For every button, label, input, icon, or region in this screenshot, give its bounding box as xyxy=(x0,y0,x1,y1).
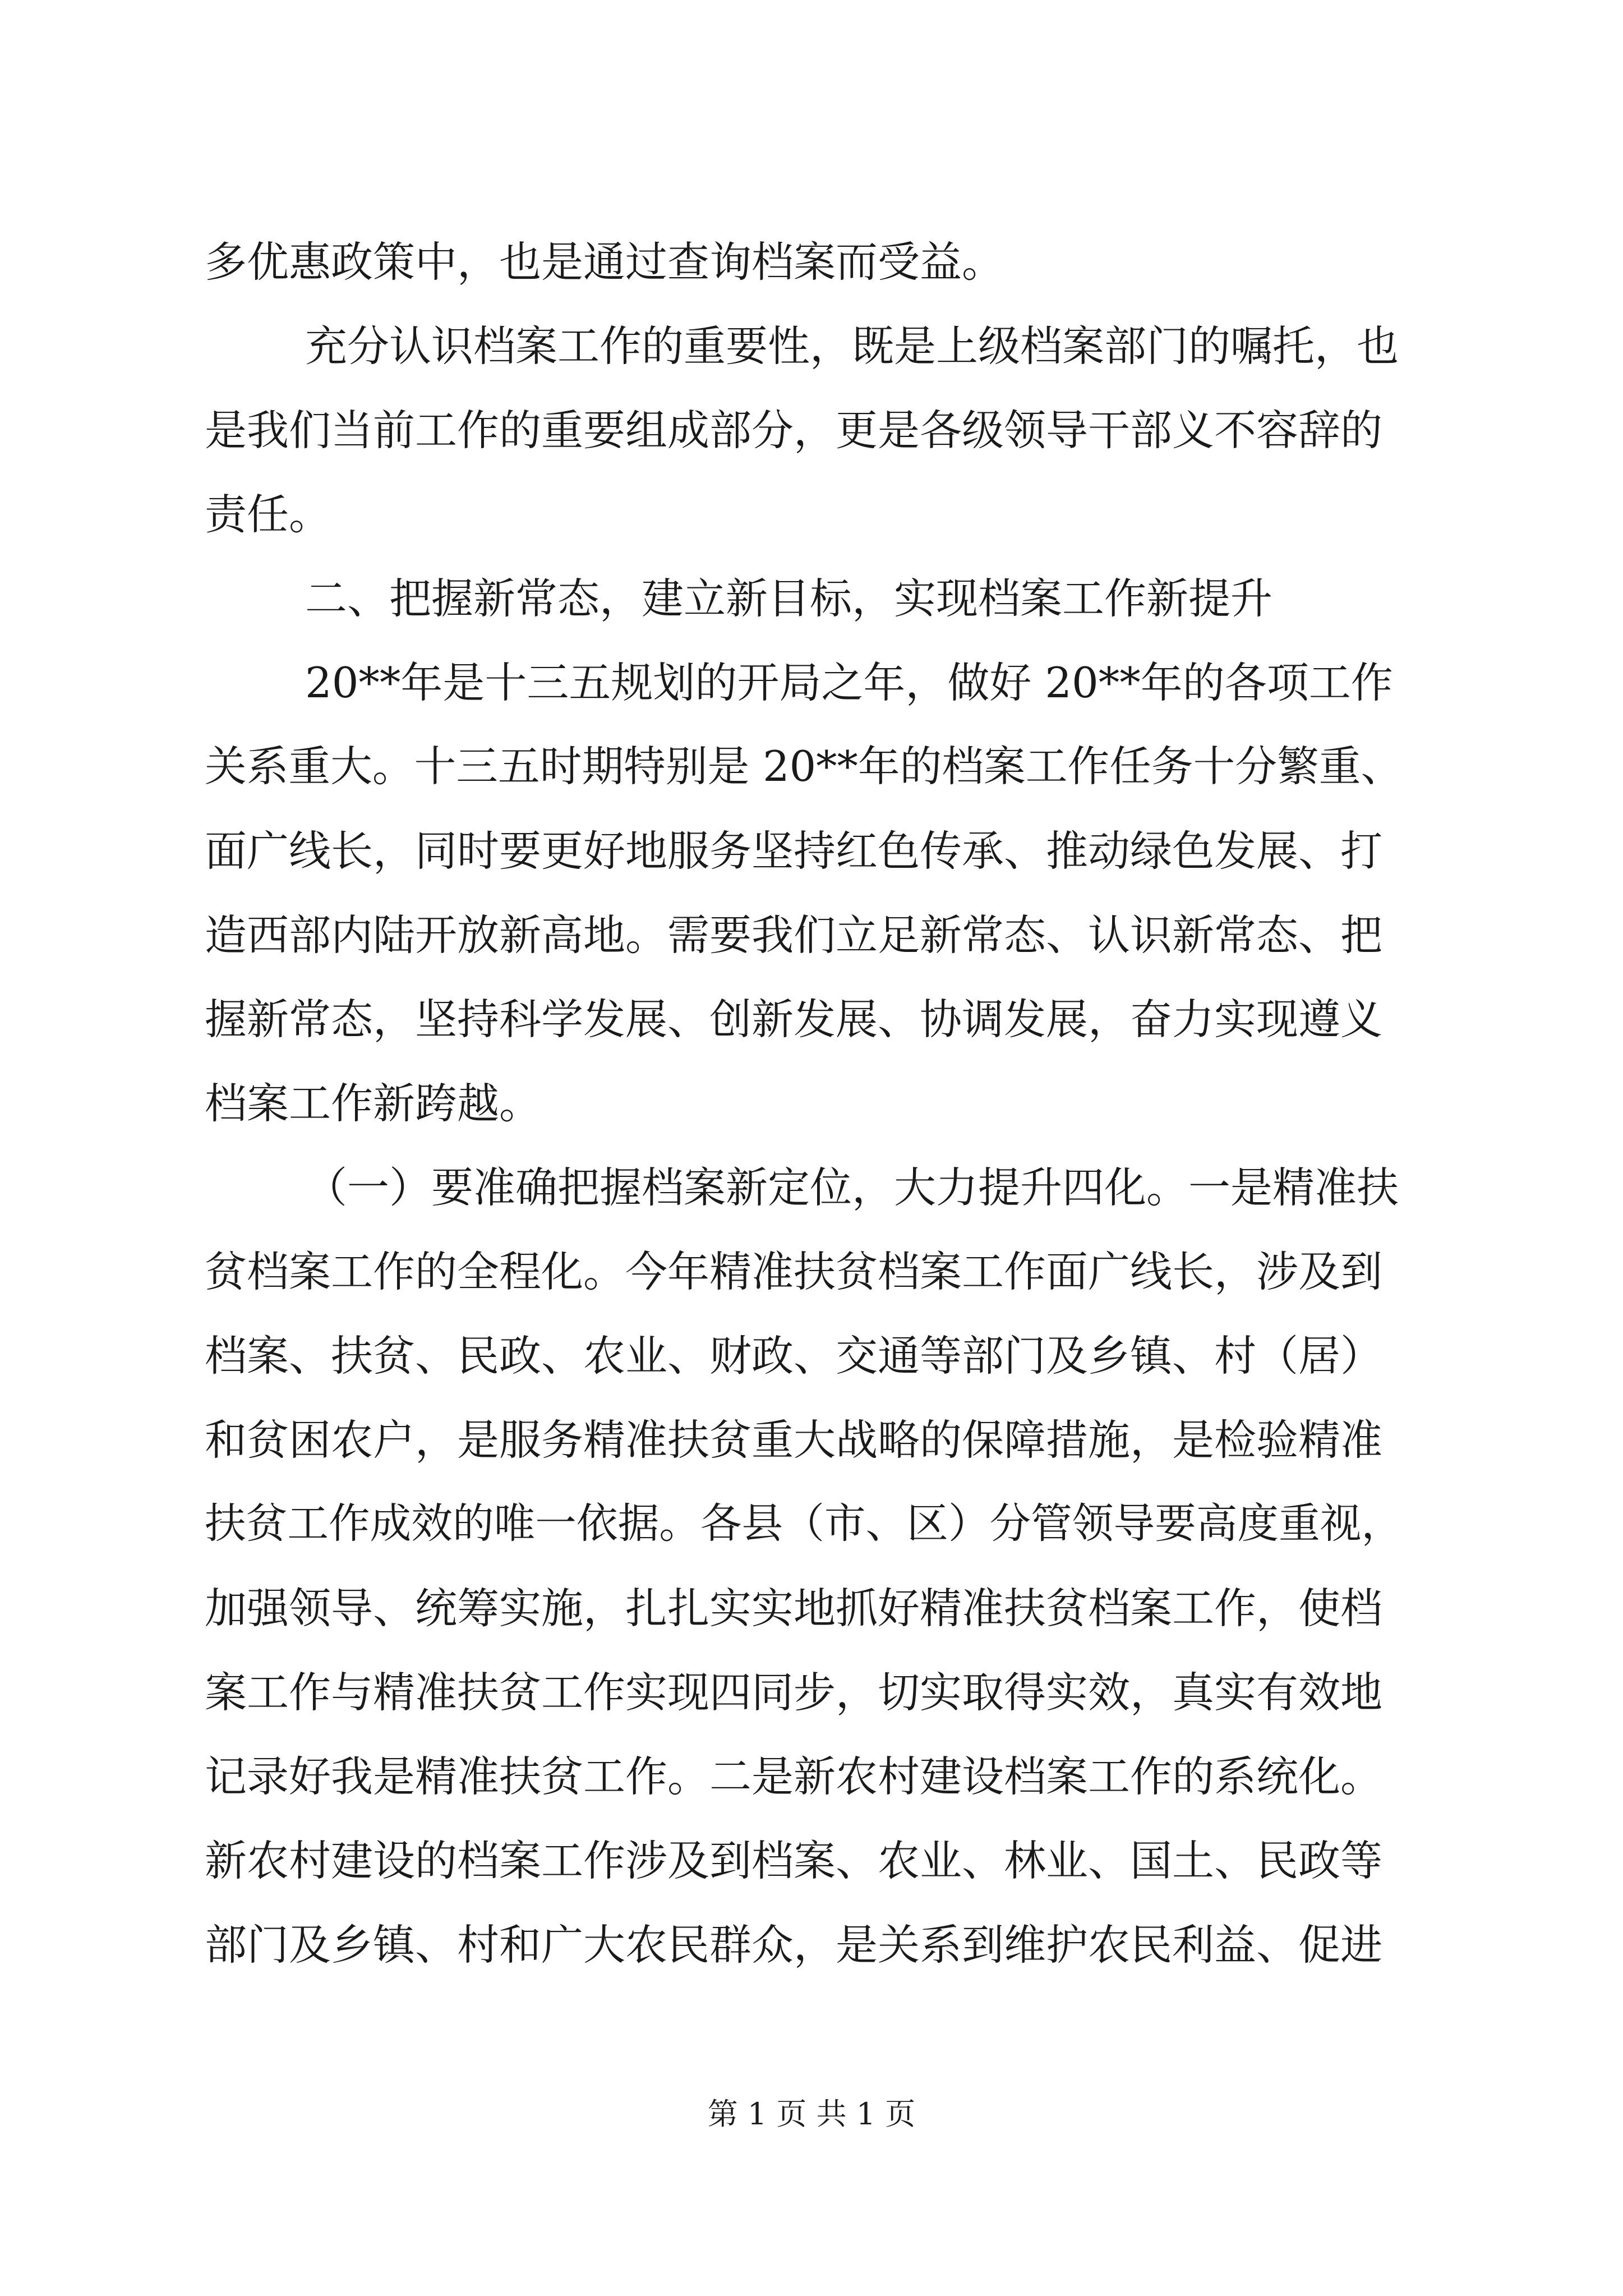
body-line-9: 造西部内陆开放新高地。需要我们立足新常态、认识新常态、把 xyxy=(205,910,1383,960)
body-line-10: 握新常态，坚持科学发展、创新发展、协调发展，奋力实现遵义 xyxy=(205,995,1383,1044)
body-line-20: 新农村建设的档案工作涉及到档案、农业、林业、国土、民政等 xyxy=(205,1836,1383,1885)
body-line-19: 记录好我是精准扶贫工作。二是新农村建设档案工作的系统化。 xyxy=(205,1752,1383,1801)
body-line-18: 案工作与精准扶贫工作实现四同步，切实取得实效，真实有效地 xyxy=(205,1668,1383,1717)
body-line-3: 是我们当前工作的重要组成部分，更是各级领导干部义不容辞的 xyxy=(205,406,1383,455)
body-line-1: 多优惠政策中，也是通过查询档案而受益。 xyxy=(205,237,1004,287)
section-heading: 二、把握新常态，建立新目标，实现档案工作新提升 xyxy=(305,574,1273,623)
body-line-2: 充分认识档案工作的重要性，既是上级档案部门的嘱托，也 xyxy=(305,321,1399,371)
body-line-13: 贫档案工作的全程化。今年精准扶贫档案工作面广线长，涉及到 xyxy=(205,1247,1383,1296)
body-line-15: 和贫困农户，是服务精准扶贫重大战略的保障措施，是检验精准 xyxy=(205,1415,1383,1465)
body-line-4: 责任。 xyxy=(205,490,331,539)
body-line-8: 面广线长，同时要更好地服务坚持红色传承、推动绿色发展、打 xyxy=(205,826,1383,876)
body-line-17: 加强领导、统筹实施，扎扎实实地抓好精准扶贫档案工作，使档 xyxy=(205,1584,1383,1633)
body-line-21: 部门及乡镇、村和广大农民群众，是关系到维护农民利益、促进 xyxy=(205,1920,1383,1970)
body-line-12: （一）要准确把握档案新定位，大力提升四化。一是精准扶 xyxy=(305,1163,1399,1212)
body-line-7: 关系重大。十三五时期特别是 20**年的档案工作任务十分繁重、 xyxy=(205,742,1403,791)
body-line-14: 档案、扶贫、民政、农业、财政、交通等部门及乡镇、村（居） xyxy=(205,1331,1383,1381)
body-line-6: 20**年是十三五规划的开局之年，做好 20**年的各项工作 xyxy=(305,658,1393,707)
body-line-16: 扶贫工作成效的唯一依据。各县（市、区）分管领导要高度重视， xyxy=(205,1500,1403,1548)
page-footer: 第 1 页 共 1 页 xyxy=(707,2096,916,2132)
body-line-11: 档案工作新跨越。 xyxy=(205,1079,542,1128)
